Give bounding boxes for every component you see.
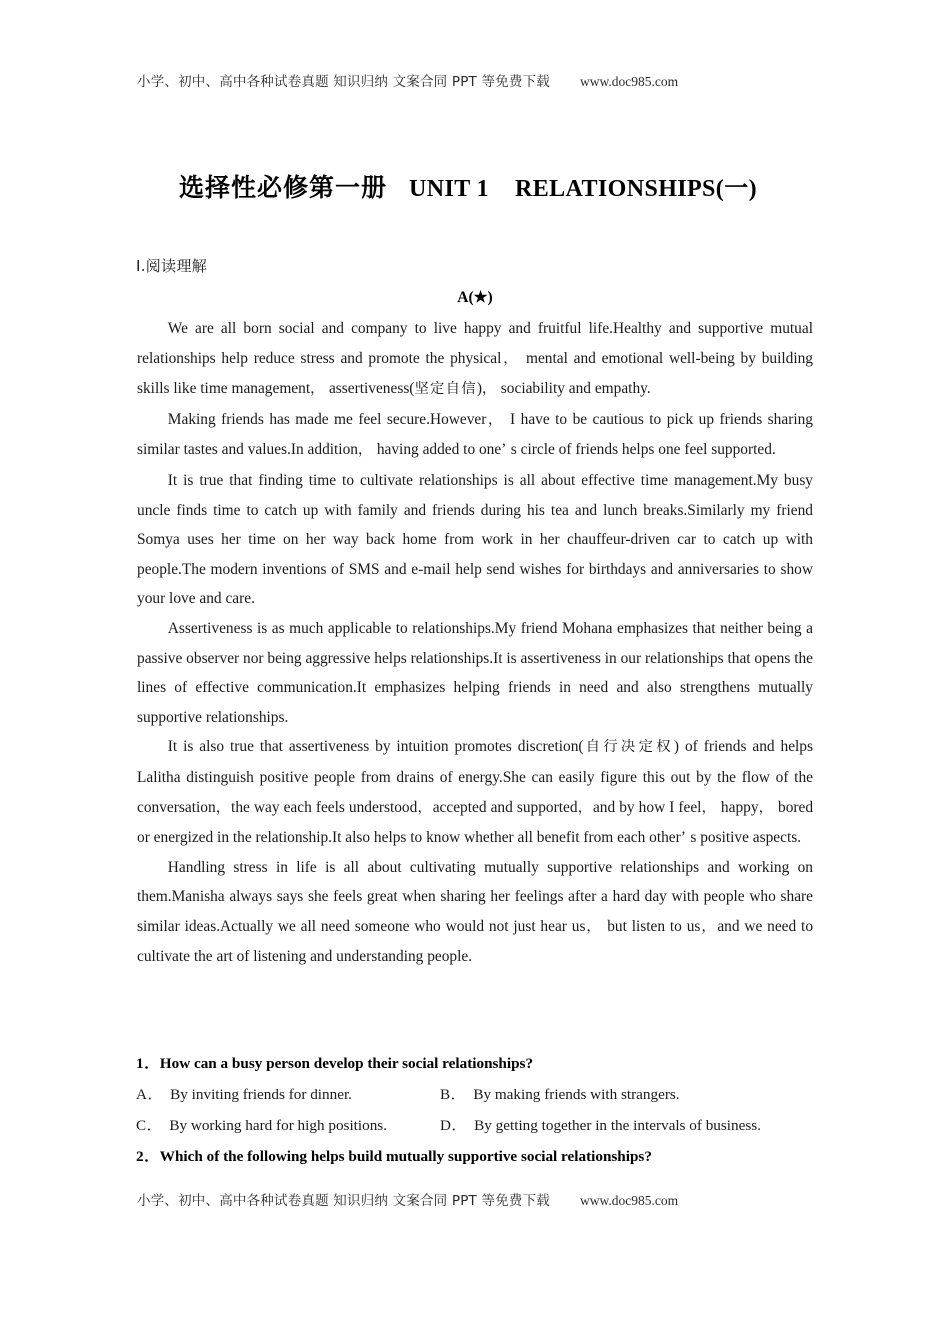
p5-segment-a: It is also true that assertiveness by intuition promotes discretion(	[167, 738, 584, 756]
question-1-option-b[interactable]	[440, 1079, 814, 1110]
option-d-letter: D．	[440, 1117, 468, 1134]
section-heading-reading-comprehension: Ⅰ.阅读理解	[136, 257, 207, 275]
question-2-stem	[136, 1141, 814, 1172]
question-1-option-d[interactable]	[440, 1110, 814, 1141]
page-footer-runner	[137, 1189, 813, 1209]
p5-segment-e: and by how I feel	[592, 798, 702, 816]
page-title	[137, 168, 813, 204]
passage-paragraph-1	[137, 314, 813, 405]
p1-segment-d: )	[476, 380, 482, 398]
p5-apostrophe: ’	[680, 829, 687, 847]
passage-paragraph-5	[137, 732, 813, 852]
p5-segment-f: happy	[716, 798, 759, 816]
passage-paragraph-6	[137, 853, 813, 972]
p2-apostrophe: ’	[501, 441, 507, 459]
passage-paragraph-3: It is true that finding time to cultivate relationships is all about effective time management.My busy uncle finds time to catch up with family and friends during his tea and lunch breaks.Similarly my friend Somya uses her time on her way back home from work in her chauffeur-driven car to catch up with people.The modern inventions of SMS and e-mail help send wishes for birthdays and anniversaries to show your love and care.	[137, 471, 813, 608]
question-1-option-a[interactable]	[136, 1079, 440, 1110]
questions-list	[136, 1048, 814, 1172]
option-b-letter: B．	[440, 1086, 467, 1103]
p5-comma-4: ，	[701, 799, 717, 816]
p5-segment-d: accepted and supported	[432, 798, 578, 816]
p5-segment-g: bored or energized in the relationship.It also helps to know whether all benefit from each other	[137, 798, 814, 847]
p5-chinese-gloss: 自行决定权	[583, 739, 674, 756]
reading-passage	[137, 314, 813, 972]
p1-segment-b: mental and emotional well-being by building skills like time management	[137, 349, 814, 398]
footer-website-url: www.doc985.com	[580, 1193, 679, 1208]
question-1-options-row-2	[136, 1110, 814, 1141]
question-1-number: 1．	[136, 1055, 160, 1072]
title-chinese-part: 选择性必修第一册	[179, 173, 388, 202]
p5-comma-5: ，	[758, 799, 774, 816]
option-a-text: By inviting friends for dinner.	[170, 1086, 352, 1103]
passage-paragraph-4: Assertiveness is as much applicable to relationships.My friend Mohana emphasizes that neither being a passive observer nor being aggressive helps relationships.It is assertiveness in our relationships that opens the lines of effective communication.It emphasizes helping friends in need and also strengthens mutually supportive relationships.	[137, 619, 813, 726]
p2-segment-a: Making friends has made me feel secure.However	[167, 410, 487, 428]
option-d-text: By getting together in the intervals of business.	[474, 1117, 761, 1134]
question-1-stem	[136, 1048, 814, 1079]
p6-comma-1: ，	[585, 918, 603, 935]
page-header-runner	[137, 70, 813, 90]
p2-comma-1: ，	[486, 411, 505, 428]
p5-segment-c: the way each feels understood	[231, 798, 418, 816]
p5-segment-h: s positive aspects.	[686, 829, 802, 847]
question-1-option-c[interactable]	[136, 1110, 440, 1141]
p1-segment-a: We are all born social and company to live happy and fruitful life.Healthy and supportive mutual relationships help reduce stress and promote the physical	[137, 320, 813, 367]
p2-segment-d: s circle of friends helps one feel supported.	[506, 441, 776, 459]
p6-segment-b: but listen to us	[602, 917, 701, 935]
p1-comma-2: ，	[310, 381, 326, 398]
question-1-text: How can a busy person develop their social relationships?	[159, 1055, 534, 1072]
option-a-letter: A．	[136, 1086, 164, 1103]
passage-label: A(★)	[457, 289, 493, 306]
p6-comma-2: ，	[700, 918, 718, 935]
p5-segment-b: ) of friends and helps Lalitha distinguish positive people from drains of energy.She can easily figure this out by the flow of the conversation	[137, 738, 813, 816]
passage-paragraph-2	[137, 405, 813, 466]
option-b-text: By making friends with strangers.	[473, 1086, 680, 1103]
header-website-url: www.doc985.com	[580, 74, 679, 89]
p6-segment-c: and we need to cultivate the art of listening and understanding people.	[137, 917, 814, 966]
header-chinese-text: 小学、初中、高中各种试卷真题 知识归纳 文案合同 PPT 等免费下载	[137, 74, 550, 90]
option-c-text: By working hard for high positions.	[169, 1117, 388, 1134]
p5-comma-3: ，	[577, 799, 593, 816]
footer-chinese-text: 小学、初中、高中各种试卷真题 知识归纳 文案合同 PPT 等免费下载	[137, 1193, 550, 1209]
p2-comma-2: ，	[357, 442, 373, 459]
p5-comma-1: ，	[215, 799, 232, 816]
title-unit-number: UNIT 1	[409, 176, 489, 202]
p1-chinese-gloss: 坚定自信	[414, 381, 477, 398]
p2-segment-b: I have to be cautious to pick up friends sharing similar tastes and values.In addition	[137, 410, 813, 459]
question-1-options-row-1	[136, 1079, 814, 1110]
p5-comma-2: ，	[417, 799, 433, 816]
p6-segment-a: Handling stress in life is all about cultivating mutually supportive relationships and working on them.Manisha always says she feels great when sharing her feelings after a hard day with people who share similar ideas.Actually we all need someone who would not just hear us	[137, 858, 813, 935]
p1-segment-e: sociability and empathy.	[496, 380, 651, 398]
p2-segment-c: having added to one	[372, 441, 502, 459]
question-2-text: Which of the following helps build mutually supportive social relationships?	[159, 1148, 652, 1165]
p1-comma-3: ，	[481, 381, 497, 398]
option-c-letter: C．	[136, 1117, 163, 1134]
question-2-number: 2．	[136, 1148, 160, 1165]
title-topic: RELATIONSHIPS(一)	[515, 176, 757, 202]
p1-segment-c: assertiveness(	[325, 380, 415, 398]
p1-comma-1: ，	[501, 350, 521, 367]
